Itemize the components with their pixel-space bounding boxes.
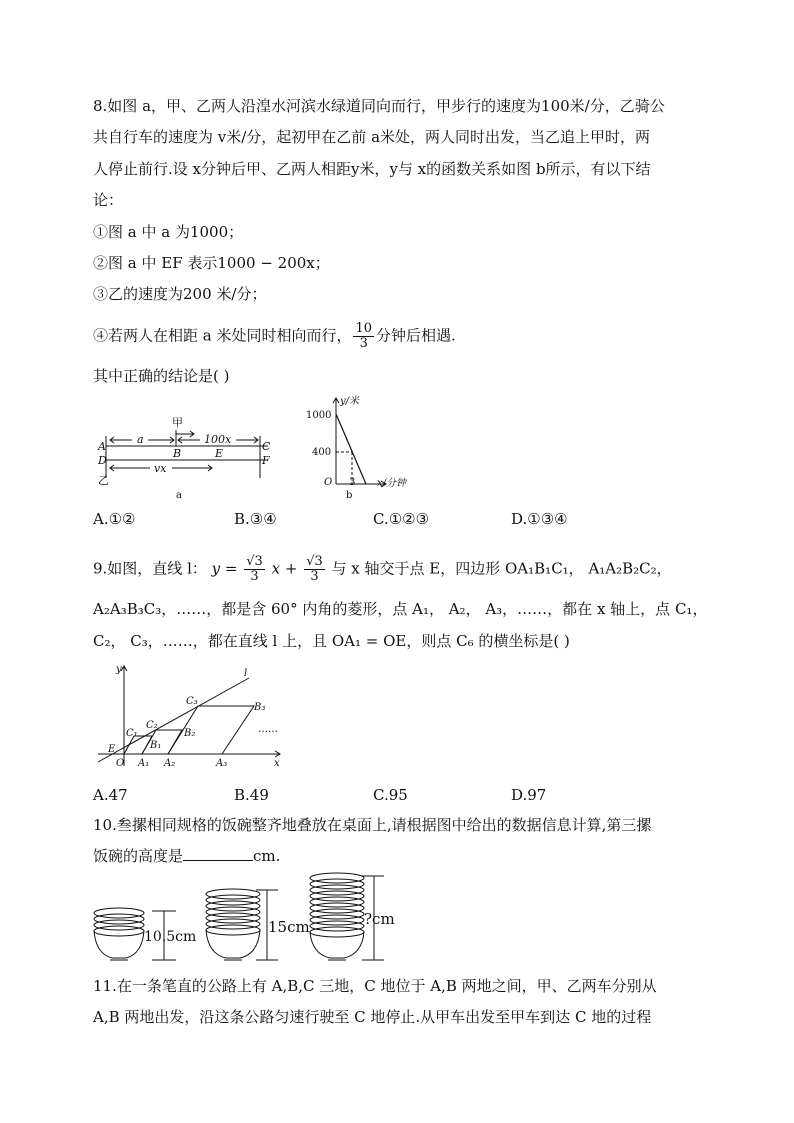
q8-text-line-2: 共自行车的速度为 v米/分，起初甲在乙前 a米处，两人同时出发，当乙追上甲时，两 [93, 128, 651, 146]
q8-fraction-numerator: 10 [355, 321, 373, 336]
q11-text-line-1: 11.在一条笔直的公路上有 A,B,C 三地，C 地位于 A,B 两地之间，甲、乙两车分别从 [93, 977, 657, 995]
q10-suffix: cm. [253, 847, 281, 865]
q9-option-c[interactable]: C.95 [373, 786, 408, 804]
q9-line-l [98, 678, 249, 762]
fig-a-label-vx: vx [154, 462, 167, 475]
bowl-stack-2-height: 15cm [268, 918, 310, 936]
q9-label-y: y [116, 664, 122, 675]
fig-a-label-B: B [173, 447, 182, 460]
q8-fraction [353, 322, 374, 351]
q9-option-b[interactable]: B.49 [234, 786, 269, 804]
q10-figure [92, 870, 412, 966]
fig-a-label-100x: 100x [204, 433, 232, 446]
bowl-stack-2 [206, 889, 260, 960]
q9-fraction-2 [304, 555, 325, 584]
fig-a-label-F: F [262, 454, 270, 467]
q8-option-a[interactable]: A.①② [93, 510, 136, 528]
fig-b-graph-line [336, 414, 366, 484]
q8-statement-1: ①图 a 中 a 为1000； [93, 223, 244, 241]
q9-prefix: 9.如图，直线 l： [93, 559, 207, 578]
q8-statement-2: ②图 a 中 EF 表示1000 − 200x； [93, 254, 330, 272]
q9-fraction-1-num: √3 [246, 554, 263, 569]
bowl-stack-1-height: 10.5cm [144, 929, 197, 945]
fig-b-tick-400: 400 [312, 447, 332, 458]
q8-figure-b [300, 392, 420, 502]
q10-text-line-1: 10.叁摞相同规格的饭碗整齐地叠放在桌面上,请根据图中给出的数据信息计算,第三摞 [93, 816, 652, 834]
fig-a-label-A: A [98, 440, 106, 453]
fig-b-tick-1000: 1000 [306, 410, 332, 421]
q9-fraction-1-den: 3 [250, 569, 259, 584]
fig-b-tick-3: 3 [349, 477, 356, 488]
q9-label-E: E [108, 744, 116, 755]
q9-fraction-2-num: √3 [306, 554, 323, 569]
q9-eq-y: y = [211, 559, 238, 578]
q9-label-B2: B₂ [184, 728, 196, 739]
fig-b-origin: O [324, 477, 333, 488]
fig-a-label-D: D [98, 454, 107, 467]
q9-label-l: l [244, 668, 248, 679]
q8-option-b[interactable]: B.③④ [234, 510, 277, 528]
q8-text-line-3: 人停止前行.设 x分钟后甲、乙两人相距y米，y与 x的函数关系如图 b所示，有以下结 [93, 160, 651, 178]
q9-fraction-2-den: 3 [310, 569, 319, 584]
q8-option-c[interactable]: C.①②③ [373, 510, 430, 528]
q9-label-O: O [116, 758, 125, 769]
q9-label-A2: A₂ [164, 758, 176, 769]
q9-text-line-1 [93, 555, 672, 584]
q8-figure-a [92, 412, 278, 502]
q9-label-A3: A₃ [216, 758, 228, 769]
fig-a-label-a: a [137, 433, 144, 446]
fig-b-x-label: x/分钟 [377, 478, 407, 489]
q9-label-dots: …… [258, 724, 278, 735]
q10-prefix: 饭碗的高度是 [93, 847, 184, 865]
q9-mid: 与 x 轴交于点 E，四边形 OA₁B₁C₁， A₁A₂B₂C₂， [331, 559, 672, 578]
q8-option-d[interactable]: D.①③④ [511, 510, 568, 528]
q9-eq-x: x + [271, 559, 298, 578]
q9-label-A1: A₁ [138, 758, 150, 769]
q9-label-x: x [274, 758, 280, 769]
q9-option-a[interactable]: A.47 [93, 786, 128, 804]
q9-option-d[interactable]: D.97 [511, 786, 547, 804]
fig-b-y-label: y/米 [340, 396, 360, 407]
fig-a-label-yi: 乙 [98, 474, 109, 487]
bowl-stack-3 [310, 873, 364, 960]
q9-text-line-2: A₂A₃B₃C₃，……，都是含 60° 内角的菱形，点 A₁， A₂， A₃，……，都在 x 轴上，点 C₁， [93, 600, 708, 618]
fig-a-jia-arrow [176, 431, 194, 437]
q8-text-line-1: 8.如图 a，甲、乙两人沿湟水河滨水绿道同向而行，甲步行的速度为100米/分，乙骑公 [93, 97, 665, 115]
q9-fraction-1 [244, 555, 265, 584]
fig-a-caption: a [176, 490, 182, 501]
q9-label-B1: B₁ [150, 740, 162, 751]
q9-figure [94, 662, 286, 774]
q8-statement-4-suffix: 分钟后相遇. [376, 326, 456, 345]
q8-statement-4 [93, 322, 456, 351]
fig-a-label-C: C [262, 440, 271, 453]
fig-b-caption: b [346, 490, 353, 501]
fig-a-label-jia: 甲 [172, 416, 183, 429]
bowl-stack-1 [94, 908, 144, 960]
q8-text-line-4: 论： [93, 191, 124, 209]
q8-fraction-denominator: 3 [359, 336, 368, 351]
q9-label-C3: C₃ [186, 696, 198, 707]
q11-text-line-2: A,B 两地出发，沿这条公路匀速行驶至 C 地停止.从甲车出发至甲车到达 C 地的过程 [93, 1008, 652, 1026]
q9-label-C2: C₂ [146, 720, 158, 731]
bowl-stack-3-height: ?cm [364, 910, 395, 928]
fig-a-label-E: E [215, 447, 224, 460]
q8-statement-4-prefix: ④若两人在相距 a 米处同时相向而行， [93, 326, 352, 345]
q10-answer-blank[interactable] [183, 846, 253, 861]
q9-label-B3: B₃ [254, 702, 266, 713]
fig-b-y-axis [333, 398, 339, 484]
q8-prompt: 其中正确的结论是( ) [93, 367, 230, 385]
q8-statement-3: ③乙的速度为200 米/分； [93, 285, 267, 303]
q10-text-line-2 [93, 846, 280, 866]
q9-text-line-3: C₂， C₃，……，都在直线 l 上，且 OA₁ = OE，则点 C₆ 的横坐标是( ) [93, 632, 570, 650]
q9-label-C1: C₁ [126, 728, 138, 739]
